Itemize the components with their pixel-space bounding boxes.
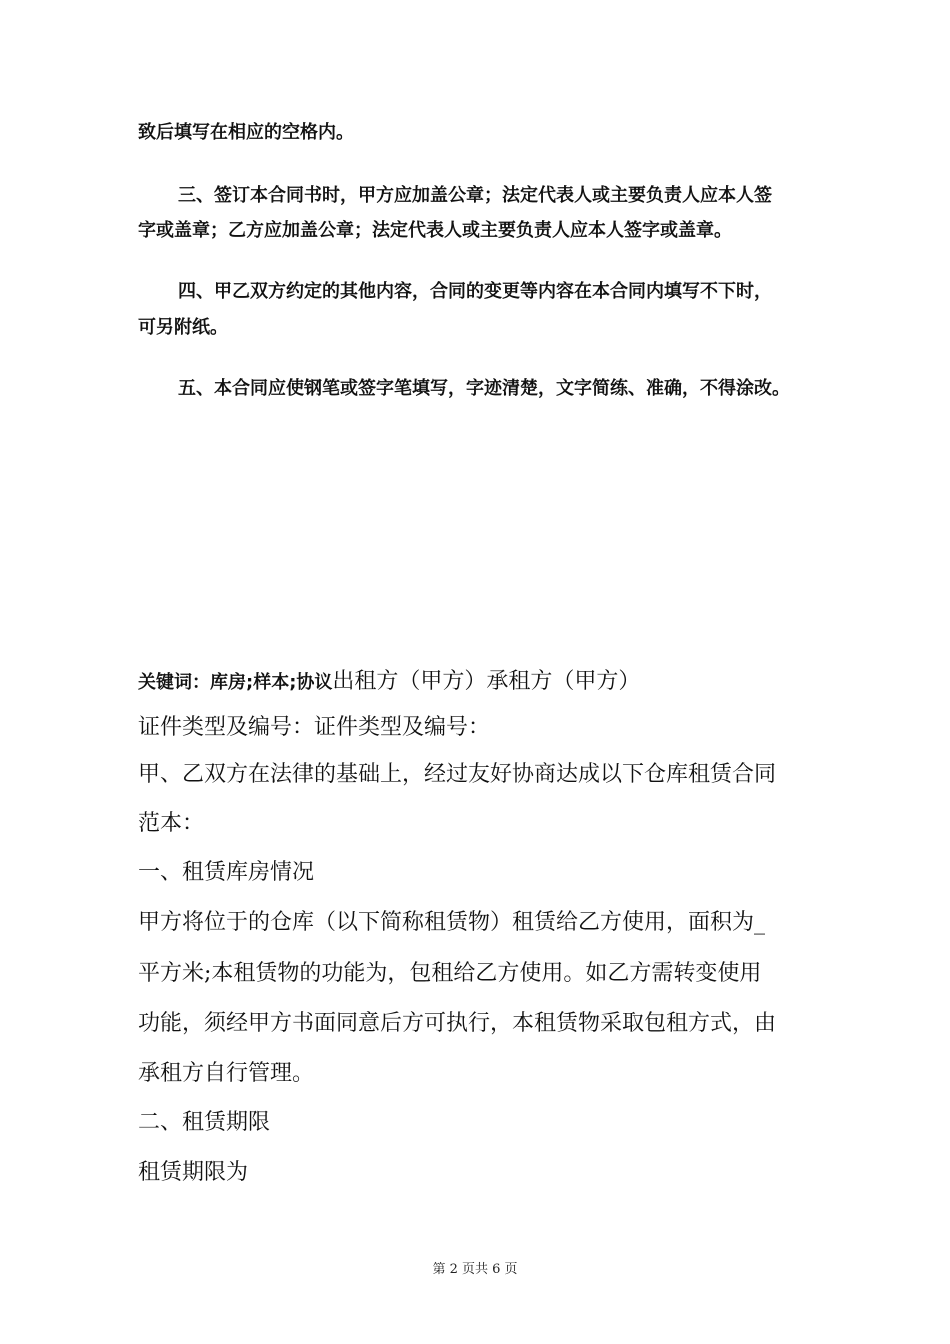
keywords-label: 关键词：库房;样本;协议 bbox=[138, 672, 333, 693]
parties-text: 出租方（甲方）承租方（甲方） bbox=[332, 669, 641, 694]
instruction-item-5: 五、本合同应使钢笔或签字笔填写，字迹清楚，文字简练、准确，不得涂改。 bbox=[178, 378, 790, 399]
intro-line-1: 甲、乙双方在法律的基础上，经过友好协商达成以下仓库租赁合同 bbox=[138, 762, 777, 787]
section-2-line-1: 租赁期限为 bbox=[138, 1160, 249, 1185]
instruction-line: 致后填写在相应的空格内。 bbox=[138, 122, 354, 143]
instruction-item-4-line-1: 四、甲乙双方约定的其他内容，合同的变更等内容在本合同内填写不下时， bbox=[178, 281, 772, 302]
keywords-line bbox=[138, 664, 640, 695]
section-1-title: 一、租赁库房情况 bbox=[138, 860, 315, 885]
intro-line-2: 范本： bbox=[138, 811, 205, 836]
section-1-line-1: 甲方将位于的仓库（以下简称租赁物）租赁给乙方使用，面积为_ bbox=[138, 910, 766, 935]
section-2-title: 二、租赁期限 bbox=[138, 1110, 271, 1135]
id-type-line: 证件类型及编号：证件类型及编号： bbox=[138, 715, 491, 740]
section-1-line-2: 平方米;本租赁物的功能为，包租给乙方使用。如乙方需转变使用 bbox=[138, 961, 762, 986]
instruction-item-3-line-1: 三、签订本合同书时，甲方应加盖公章；法定代表人或主要负责人应本人签 bbox=[178, 185, 772, 206]
instruction-item-4-line-2: 可另附纸。 bbox=[138, 317, 228, 338]
section-1-line-3: 功能，须经甲方书面同意后方可执行，本租赁物采取包租方式，由 bbox=[138, 1011, 777, 1036]
page-number-footer: 第 2 页共 6 页 bbox=[432, 1262, 518, 1277]
section-1-line-4: 承租方自行管理。 bbox=[138, 1061, 315, 1086]
instruction-item-3-line-2: 字或盖章；乙方应加盖公章；法定代表人或主要负责人应本人签字或盖章。 bbox=[138, 220, 732, 241]
